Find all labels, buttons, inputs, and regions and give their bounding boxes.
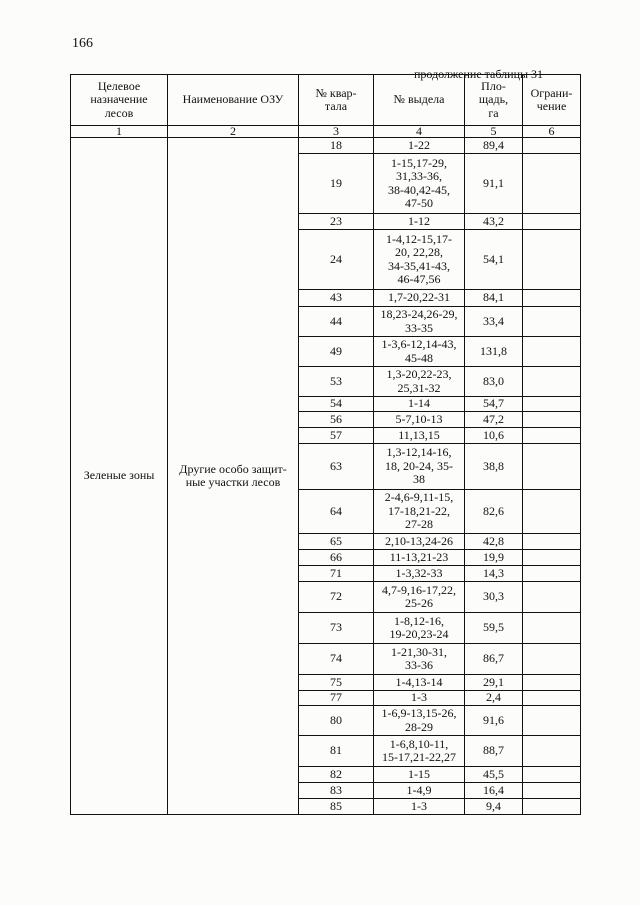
quarter-cell: 53 bbox=[299, 367, 374, 397]
restriction-cell bbox=[523, 337, 581, 367]
section-cell: 11,13,15 bbox=[374, 428, 465, 444]
section-cell: 1-8,12-16, 19-20,23-24 bbox=[374, 613, 465, 644]
area-cell: 89,4 bbox=[465, 138, 523, 154]
restriction-cell bbox=[523, 613, 581, 644]
restriction-cell bbox=[523, 566, 581, 582]
area-cell: 83,0 bbox=[465, 367, 523, 397]
restriction-cell bbox=[523, 214, 581, 230]
purpose-cell: Зеленые зоны bbox=[71, 138, 168, 815]
section-cell: 1-12 bbox=[374, 214, 465, 230]
restriction-cell bbox=[523, 428, 581, 444]
area-cell: 30,3 bbox=[465, 582, 523, 613]
quarter-cell: 83 bbox=[299, 783, 374, 799]
header-number: 3 bbox=[299, 126, 374, 138]
restriction-cell bbox=[523, 397, 581, 412]
quarter-cell: 77 bbox=[299, 691, 374, 706]
section-cell: 1-3,32-33 bbox=[374, 566, 465, 582]
quarter-cell: 54 bbox=[299, 397, 374, 412]
area-cell: 54,1 bbox=[465, 230, 523, 290]
quarter-cell: 24 bbox=[299, 230, 374, 290]
restriction-cell bbox=[523, 736, 581, 767]
area-cell: 82,6 bbox=[465, 490, 523, 534]
header-number: 1 bbox=[71, 126, 168, 138]
table-caption: продолжение таблицы 31 bbox=[414, 67, 544, 81]
restriction-cell bbox=[523, 534, 581, 550]
header-ozu-name: Наименование ОЗУ bbox=[168, 75, 299, 126]
restriction-cell bbox=[523, 644, 581, 675]
quarter-cell: 75 bbox=[299, 675, 374, 691]
restriction-cell bbox=[523, 582, 581, 613]
area-cell: 54,7 bbox=[465, 397, 523, 412]
area-cell: 47,2 bbox=[465, 412, 523, 428]
area-cell: 43,2 bbox=[465, 214, 523, 230]
area-cell: 88,7 bbox=[465, 736, 523, 767]
quarter-cell: 49 bbox=[299, 337, 374, 367]
restriction-cell bbox=[523, 290, 581, 307]
page-number: 166 bbox=[72, 36, 93, 51]
quarter-cell: 56 bbox=[299, 412, 374, 428]
area-cell: 131,8 bbox=[465, 337, 523, 367]
ozu-name-cell: Другие особо защит- ные участки лесов bbox=[168, 138, 299, 815]
section-cell: 18,23-24,26-29, 33-35 bbox=[374, 307, 465, 337]
area-cell: 86,7 bbox=[465, 644, 523, 675]
area-cell: 42,8 bbox=[465, 534, 523, 550]
restriction-cell bbox=[523, 691, 581, 706]
header-area: Пло- щадь, га bbox=[465, 75, 523, 126]
restriction-cell bbox=[523, 307, 581, 337]
section-cell: 2,10-13,24-26 bbox=[374, 534, 465, 550]
section-cell: 5-7,10-13 bbox=[374, 412, 465, 428]
area-cell: 84,1 bbox=[465, 290, 523, 307]
area-cell: 10,6 bbox=[465, 428, 523, 444]
table-row bbox=[71, 138, 581, 154]
restriction-cell bbox=[523, 490, 581, 534]
quarter-cell: 74 bbox=[299, 644, 374, 675]
quarter-cell: 43 bbox=[299, 290, 374, 307]
section-cell: 1-15,17-29, 31,33-36, 38-40,42-45, 47-50 bbox=[374, 154, 465, 214]
forest-table bbox=[70, 74, 581, 815]
restriction-cell bbox=[523, 444, 581, 490]
section-cell: 1,3-12,14-16, 18, 20-24, 35- 38 bbox=[374, 444, 465, 490]
section-cell: 1,3-20,22-23, 25,31-32 bbox=[374, 367, 465, 397]
quarter-cell: 66 bbox=[299, 550, 374, 566]
area-cell: 91,1 bbox=[465, 154, 523, 214]
quarter-cell: 85 bbox=[299, 799, 374, 815]
area-cell: 33,4 bbox=[465, 307, 523, 337]
header-quarter: № квар- тала bbox=[299, 75, 374, 126]
section-cell: 1-4,12-15,17- 20, 22,28, 34-35,41-43, 46-47,56 bbox=[374, 230, 465, 290]
quarter-cell: 19 bbox=[299, 154, 374, 214]
area-cell: 16,4 bbox=[465, 783, 523, 799]
section-cell: 1-6,8,10-11, 15-17,21-22,27 bbox=[374, 736, 465, 767]
quarter-cell: 82 bbox=[299, 767, 374, 783]
area-cell: 14,3 bbox=[465, 566, 523, 582]
quarter-cell: 71 bbox=[299, 566, 374, 582]
quarter-cell: 73 bbox=[299, 613, 374, 644]
quarter-cell: 63 bbox=[299, 444, 374, 490]
section-cell: 1-4,9 bbox=[374, 783, 465, 799]
area-cell: 2,4 bbox=[465, 691, 523, 706]
section-cell: 1-3 bbox=[374, 799, 465, 815]
header-number: 2 bbox=[168, 126, 299, 138]
quarter-cell: 18 bbox=[299, 138, 374, 154]
restriction-cell bbox=[523, 675, 581, 691]
section-cell: 1-22 bbox=[374, 138, 465, 154]
section-cell: 1,7-20,22-31 bbox=[374, 290, 465, 307]
restriction-cell bbox=[523, 706, 581, 736]
restriction-cell bbox=[523, 230, 581, 290]
section-cell: 11-13,21-23 bbox=[374, 550, 465, 566]
area-cell: 29,1 bbox=[465, 675, 523, 691]
restriction-cell bbox=[523, 412, 581, 428]
area-cell: 59,5 bbox=[465, 613, 523, 644]
section-cell: 1-14 bbox=[374, 397, 465, 412]
restriction-cell bbox=[523, 767, 581, 783]
header-number: 4 bbox=[374, 126, 465, 138]
restriction-cell bbox=[523, 154, 581, 214]
section-cell: 1-15 bbox=[374, 767, 465, 783]
quarter-cell: 23 bbox=[299, 214, 374, 230]
area-cell: 19,9 bbox=[465, 550, 523, 566]
restriction-cell bbox=[523, 550, 581, 566]
quarter-cell: 80 bbox=[299, 706, 374, 736]
quarter-cell: 65 bbox=[299, 534, 374, 550]
quarter-cell: 72 bbox=[299, 582, 374, 613]
section-cell: 2-4,6-9,11-15, 17-18,21-22, 27-28 bbox=[374, 490, 465, 534]
quarter-cell: 57 bbox=[299, 428, 374, 444]
area-cell: 38,8 bbox=[465, 444, 523, 490]
section-cell: 1-4,13-14 bbox=[374, 675, 465, 691]
quarter-cell: 81 bbox=[299, 736, 374, 767]
quarter-cell: 44 bbox=[299, 307, 374, 337]
restriction-cell bbox=[523, 367, 581, 397]
section-cell: 4,7-9,16-17,22, 25-26 bbox=[374, 582, 465, 613]
section-cell: 1-21,30-31, 33-36 bbox=[374, 644, 465, 675]
header-restriction: Ограни- чение bbox=[523, 75, 581, 126]
header-number: 6 bbox=[523, 126, 581, 138]
restriction-cell bbox=[523, 138, 581, 154]
header-purpose: Целевое назначение лесов bbox=[71, 75, 168, 126]
section-cell: 1-6,9-13,15-26, 28-29 bbox=[374, 706, 465, 736]
section-cell: 1-3 bbox=[374, 691, 465, 706]
area-cell: 45,5 bbox=[465, 767, 523, 783]
area-cell: 91,6 bbox=[465, 706, 523, 736]
header-section: № выдела bbox=[374, 75, 465, 126]
restriction-cell bbox=[523, 783, 581, 799]
section-cell: 1-3,6-12,14-43, 45-48 bbox=[374, 337, 465, 367]
quarter-cell: 64 bbox=[299, 490, 374, 534]
restriction-cell bbox=[523, 799, 581, 815]
header-number: 5 bbox=[465, 126, 523, 138]
area-cell: 9,4 bbox=[465, 799, 523, 815]
